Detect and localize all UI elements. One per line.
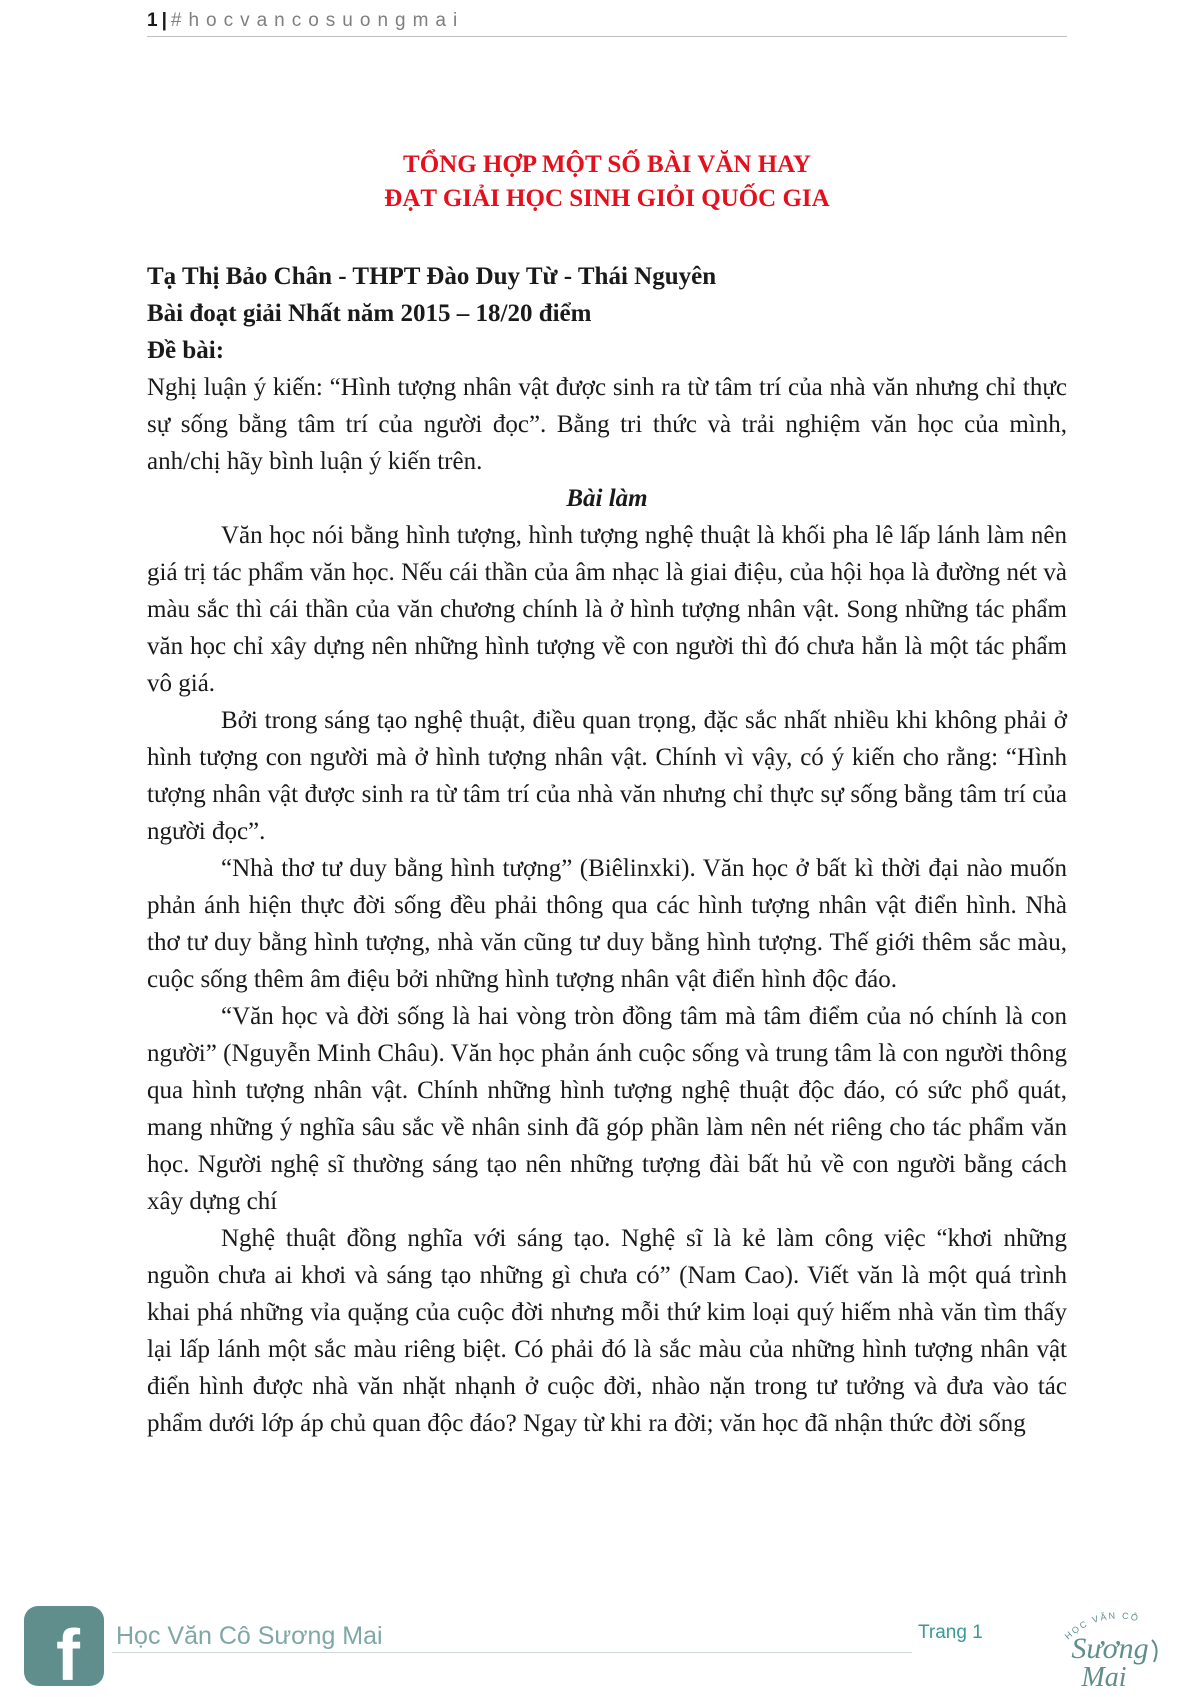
prompt-text: Nghị luận ý kiến: “Hình tượng nhân vật được sinh ra từ tâm trí của nhà văn nhưng chỉ thực sự sống bằng tâm trí của người đọc”. Bằng tri thức và trải nghiệm văn học của mình, anh/chị hãy bình luận ý kiến trên. <box>147 374 1067 475</box>
paragraph: Bởi trong sáng tạo nghệ thuật, điều quan trọng, đặc sắc nhất nhiều khi không phải ở hình tượng con người mà ở hình tượng nhân vật. Chính vì vậy, có ý kiến cho rằng: “Hình tượng nhân vật được sinh ra từ tâm trí của nhà văn nhưng chỉ thực sự sống bằng tâm trí của người đọc”. <box>147 707 1067 845</box>
footer-page-name[interactable]: Học Văn Cô Sương Mai <box>116 1622 383 1650</box>
title-line-2: ĐẠT GIẢI HỌC SINH GIỎI QUỐC GIA <box>384 185 830 212</box>
title-line-1: TỔNG HỢP MỘT SỐ BÀI VĂN HAY <box>403 151 811 178</box>
footer-page-label: Trang 1 <box>918 1622 983 1643</box>
logo-flourish <box>1152 1640 1157 1662</box>
facebook-icon[interactable] <box>24 1606 104 1686</box>
document-body <box>147 258 1067 1442</box>
paragraph: “Văn học và đời sống là hai vòng tròn đồng tâm mà tâm điểm của nó chính là con người” (Nguyễn Minh Châu). Văn học phản ánh cuộc sống và trung tâm là con người thông qua hình tượng nhân vật. Chính những hình tượng nghệ thuật độc đáo, có sức phổ quát, mang những ý nghĩa sâu sắc về nhân sinh đã góp phần làm nên nét riêng cho tác phẩm văn học. Người nghệ sĩ thường sáng tạo nên những tượng đài bất hủ về con người bằng cách xây dựng chí <box>147 1003 1067 1215</box>
header-hashtag: #hocvancosuongmai <box>170 10 465 31</box>
logo-line-1: Sương <box>1071 1632 1149 1665</box>
page-footer <box>0 1600 1200 1697</box>
section-heading: Bài làm <box>566 485 648 512</box>
paragraph: “Nhà thơ tư duy bằng hình tượng” (Biêlinxki). Văn học ở bất kì thời đại nào muốn phản ánh hiện thực đời sống đều phải thông qua các hình tượng nhân vật điển hình. Nhà thơ tư duy bằng hình tượng, nhà văn cũng tư duy bằng hình tượng. Thế giới thêm sắc màu, cuộc sống thêm âm điệu bởi những hình tượng nhân vật điển hình độc đáo. <box>147 855 1067 993</box>
page-header <box>147 8 1067 37</box>
paragraph: Văn học nói bằng hình tượng, hình tượng nghệ thuật là khối pha lê lấp lánh làm nên giá trị tác phẩm văn học. Nếu cái thần của âm nhạc là giai điệu, của hội họa là đường nét và màu sắc thì cái thần của văn chương chính là ở hình tượng nhân vật. Song những tác phẩm văn học chỉ xây dựng nên những hình tượng về con người thì đó chưa hẳn là một tác phẩm vô giá. <box>147 522 1067 697</box>
prompt-label: Đề bài: <box>147 337 225 364</box>
footer-divider <box>112 1652 912 1653</box>
logo-arc-text: HỌC VĂN CÔ <box>1062 1610 1141 1642</box>
award-line: Bài đoạt giải Nhất năm 2015 – 18/20 điểm <box>147 300 592 327</box>
author-line: Tạ Thị Bảo Chân - THPT Đào Duy Từ - Thái Nguyên <box>147 263 717 290</box>
header-separator: | <box>161 10 167 31</box>
brand-logo <box>1040 1600 1190 1697</box>
header-page-number: 1 <box>147 10 158 31</box>
paragraph: Nghệ thuật đồng nghĩa với sáng tạo. Nghệ sĩ là kẻ làm công việc “khơi những nguồn chưa ai khơi và sáng tạo những gì chưa có” (Nam Cao). Viết văn là một quá trình khai phá những vỉa quặng của cuộc đời nhưng mỗi thứ kim loại quý hiếm nhà văn tìm thấy lại lấp lánh một sắc màu riêng biệt. Có phải đó là sắc màu của những hình tượng nhân vật điển hình được nhà văn nhặt nhạnh ở cuộc đời, nhào nặn trong tư tưởng và đưa vào tác phẩm dưới lớp áp chủ quan độc đáo? Ngay từ khi ra đời; văn học đã nhận thức đời sống <box>147 1225 1067 1437</box>
document-title <box>147 148 1067 216</box>
logo-line-2: Mai <box>1081 1662 1127 1693</box>
facebook-glyph: f <box>56 1616 80 1686</box>
